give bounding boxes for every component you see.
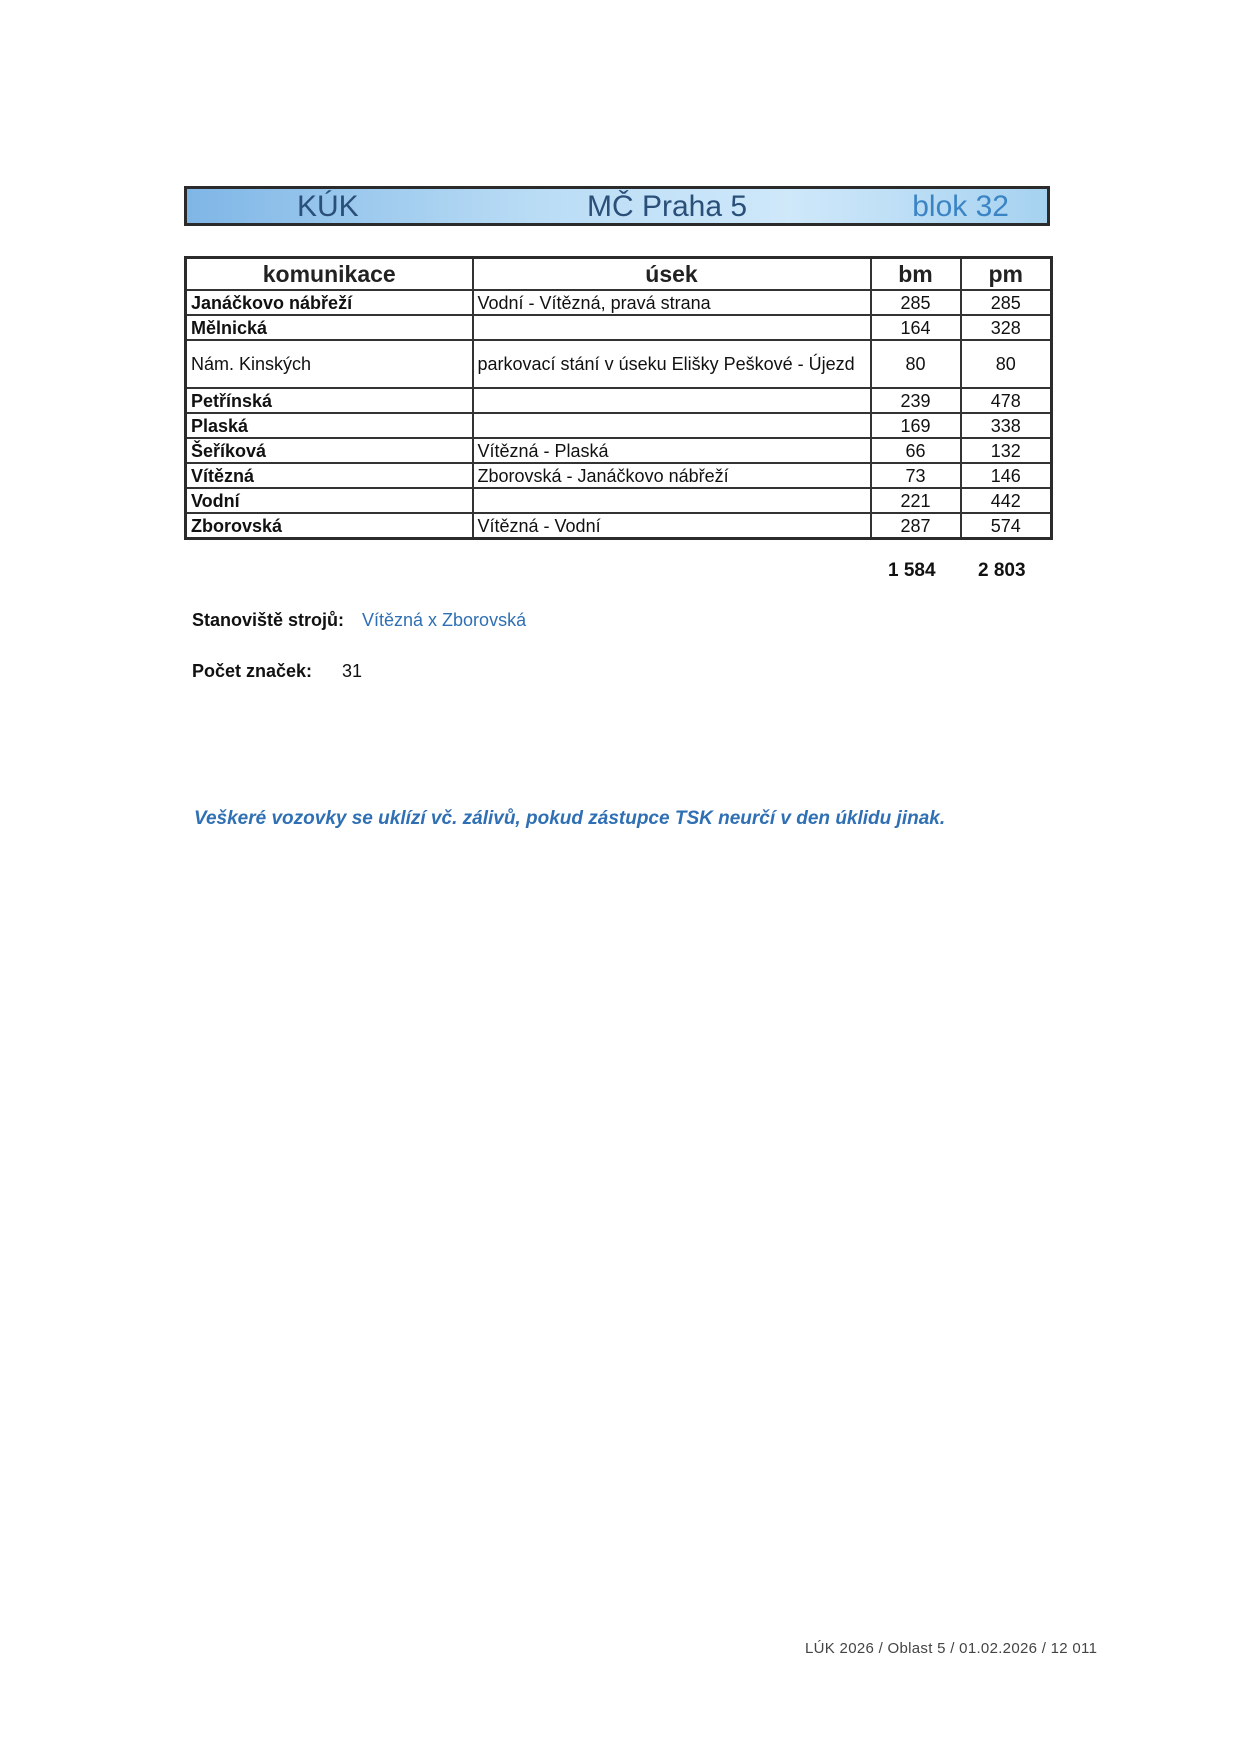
cell-bm: 239	[871, 388, 961, 413]
cell-komunikace: Mělnická	[186, 315, 473, 340]
cell-bm: 66	[871, 438, 961, 463]
cell-usek	[473, 488, 871, 513]
table-row	[186, 513, 1052, 539]
cell-usek: Vítězná - Plaská	[473, 438, 871, 463]
table-row	[186, 290, 1052, 315]
cell-komunikace: Janáčkovo nábřeží	[186, 290, 473, 315]
cleaning-note: Veškeré vozovky se uklízí vč. zálivů, pokud zástupce TSK neurčí v den úklidu jinak.	[194, 808, 946, 829]
machine-station-label: Stanoviště strojů:	[192, 610, 345, 630]
cell-bm: 287	[871, 513, 961, 539]
cell-komunikace: Nám. Kinských	[186, 340, 473, 388]
cell-pm: 442	[961, 488, 1052, 513]
cell-komunikace: Vítězná	[186, 463, 473, 488]
footer-reference: LÚK 2026 / Oblast 5 / 01.02.2026 / 12 011	[805, 1640, 1098, 1657]
cell-komunikace: Zborovská	[186, 513, 473, 539]
header-district: MČ Praha 5	[587, 190, 748, 223]
cell-usek: Vodní - Vítězná, pravá strana	[473, 290, 871, 315]
table-row	[186, 463, 1052, 488]
col-header-usek: úsek	[473, 258, 871, 291]
streets-table	[184, 256, 1053, 540]
cell-pm: 132	[961, 438, 1052, 463]
cell-bm: 73	[871, 463, 961, 488]
cell-bm: 80	[871, 340, 961, 388]
cell-pm: 338	[961, 413, 1052, 438]
cell-usek	[473, 388, 871, 413]
cell-bm: 285	[871, 290, 961, 315]
cell-usek	[473, 315, 871, 340]
table-row	[186, 413, 1052, 438]
cell-komunikace: Vodní	[186, 488, 473, 513]
cell-pm: 146	[961, 463, 1052, 488]
sign-count-label: Počet značek:	[192, 661, 313, 681]
machine-station-value: Vítězná x Zborovská	[362, 610, 527, 630]
cell-usek	[473, 413, 871, 438]
col-header-pm: pm	[961, 258, 1052, 291]
table-row	[186, 488, 1052, 513]
total-pm: 2 803	[978, 560, 1026, 581]
sign-count-value: 31	[342, 661, 363, 681]
cell-pm: 285	[961, 290, 1052, 315]
table-header-row	[186, 258, 1052, 291]
cell-pm: 478	[961, 388, 1052, 413]
table-row	[186, 438, 1052, 463]
cell-usek: parkovací stání v úseku Elišky Peškové - Újezd	[473, 340, 871, 388]
cell-usek: Vítězná - Vodní	[473, 513, 871, 539]
cell-bm: 221	[871, 488, 961, 513]
cell-bm: 169	[871, 413, 961, 438]
cell-komunikace: Plaská	[186, 413, 473, 438]
header-block: blok 32	[912, 190, 1009, 223]
cell-pm: 574	[961, 513, 1052, 539]
col-header-komunikace: komunikace	[186, 258, 473, 291]
cell-usek: Zborovská - Janáčkovo nábřeží	[473, 463, 871, 488]
cell-pm: 328	[961, 315, 1052, 340]
total-bm: 1 584	[888, 560, 936, 581]
table-row	[186, 388, 1052, 413]
table-row	[186, 315, 1052, 340]
table-row	[186, 340, 1052, 388]
cell-komunikace: Šeříková	[186, 438, 473, 463]
cell-komunikace: Petřínská	[186, 388, 473, 413]
cell-bm: 164	[871, 315, 961, 340]
col-header-bm: bm	[871, 258, 961, 291]
block-header	[184, 186, 1050, 226]
cell-pm: 80	[961, 340, 1052, 388]
header-kuk: KÚK	[297, 190, 359, 223]
